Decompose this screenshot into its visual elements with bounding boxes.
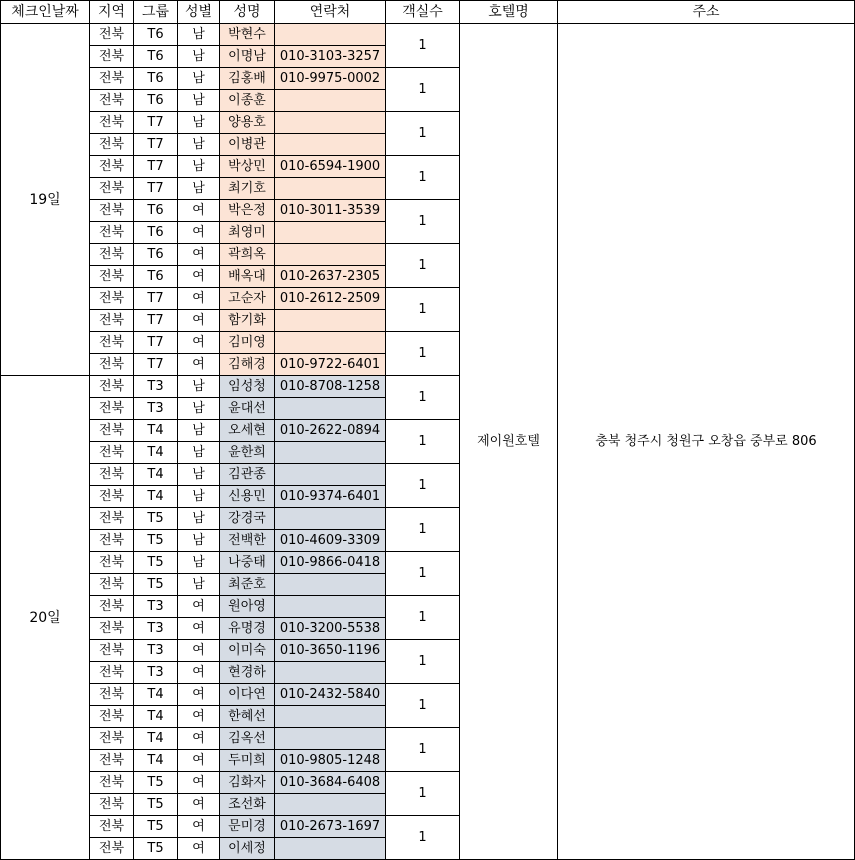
region-cell: 전북 xyxy=(90,112,134,134)
group-cell: T6 xyxy=(134,222,178,244)
region-cell: 전북 xyxy=(90,178,134,200)
group-cell: T4 xyxy=(134,750,178,772)
gender-cell: 여 xyxy=(178,706,220,728)
phone-cell xyxy=(275,838,386,860)
phone-cell xyxy=(275,222,386,244)
header-checkin-date: 체크인날짜 xyxy=(1,1,90,24)
region-cell: 전북 xyxy=(90,46,134,68)
gender-cell: 여 xyxy=(178,310,220,332)
group-cell: T5 xyxy=(134,574,178,596)
phone-cell: 010-6594-1900 xyxy=(275,156,386,178)
room-count-cell: 1 xyxy=(386,112,460,156)
table-row xyxy=(1,24,855,46)
phone-cell xyxy=(275,794,386,816)
gender-cell: 남 xyxy=(178,398,220,420)
header-room-count: 객실수 xyxy=(386,1,460,24)
name-cell: 임성청 xyxy=(220,376,275,398)
region-cell: 전북 xyxy=(90,816,134,838)
name-cell: 박현수 xyxy=(220,24,275,46)
gender-cell: 여 xyxy=(178,288,220,310)
group-cell: T6 xyxy=(134,200,178,222)
name-cell: 전백한 xyxy=(220,530,275,552)
name-cell: 함기화 xyxy=(220,310,275,332)
phone-cell: 010-9374-6401 xyxy=(275,486,386,508)
gender-cell: 남 xyxy=(178,156,220,178)
phone-cell xyxy=(275,178,386,200)
group-cell: T7 xyxy=(134,288,178,310)
phone-cell xyxy=(275,596,386,618)
room-count-cell: 1 xyxy=(386,464,460,508)
group-cell: T5 xyxy=(134,508,178,530)
group-cell: T7 xyxy=(134,134,178,156)
region-cell: 전북 xyxy=(90,750,134,772)
phone-cell: 010-3200-5538 xyxy=(275,618,386,640)
gender-cell: 여 xyxy=(178,354,220,376)
gender-cell: 남 xyxy=(178,68,220,90)
region-cell: 전북 xyxy=(90,442,134,464)
group-cell: T4 xyxy=(134,706,178,728)
gender-cell: 여 xyxy=(178,618,220,640)
gender-cell: 여 xyxy=(178,266,220,288)
region-cell: 전북 xyxy=(90,244,134,266)
name-cell: 김관종 xyxy=(220,464,275,486)
gender-cell: 여 xyxy=(178,794,220,816)
room-count-cell: 1 xyxy=(386,728,460,772)
gender-cell: 여 xyxy=(178,222,220,244)
region-cell: 전북 xyxy=(90,640,134,662)
header-contact: 연락처 xyxy=(275,1,386,24)
group-cell: T6 xyxy=(134,90,178,112)
name-cell: 최기호 xyxy=(220,178,275,200)
name-cell: 두미희 xyxy=(220,750,275,772)
room-count-cell: 1 xyxy=(386,200,460,244)
region-cell: 전북 xyxy=(90,24,134,46)
name-cell: 박상민 xyxy=(220,156,275,178)
group-cell: T7 xyxy=(134,178,178,200)
region-cell: 전북 xyxy=(90,266,134,288)
group-cell: T7 xyxy=(134,112,178,134)
name-cell: 윤대선 xyxy=(220,398,275,420)
group-cell: T7 xyxy=(134,310,178,332)
region-cell: 전북 xyxy=(90,420,134,442)
phone-cell xyxy=(275,728,386,750)
phone-cell xyxy=(275,310,386,332)
name-cell: 강경국 xyxy=(220,508,275,530)
gender-cell: 남 xyxy=(178,574,220,596)
header-gender: 성별 xyxy=(178,1,220,24)
region-cell: 전북 xyxy=(90,68,134,90)
phone-cell xyxy=(275,662,386,684)
group-cell: T7 xyxy=(134,354,178,376)
region-cell: 전북 xyxy=(90,354,134,376)
name-cell: 이종훈 xyxy=(220,90,275,112)
group-cell: T5 xyxy=(134,838,178,860)
region-cell: 전북 xyxy=(90,288,134,310)
phone-cell: 010-4609-3309 xyxy=(275,530,386,552)
phone-cell xyxy=(275,398,386,420)
room-count-cell: 1 xyxy=(386,68,460,112)
room-count-cell: 1 xyxy=(386,156,460,200)
name-cell: 김해경 xyxy=(220,354,275,376)
name-cell: 이다연 xyxy=(220,684,275,706)
phone-cell: 010-3103-3257 xyxy=(275,46,386,68)
header-hotel: 호텔명 xyxy=(460,1,558,24)
name-cell: 이명남 xyxy=(220,46,275,68)
phone-cell xyxy=(275,90,386,112)
gender-cell: 남 xyxy=(178,530,220,552)
checkin-date-cell: 19일 xyxy=(1,24,90,376)
group-cell: T3 xyxy=(134,662,178,684)
region-cell: 전북 xyxy=(90,552,134,574)
group-cell: T4 xyxy=(134,728,178,750)
phone-cell: 010-9805-1248 xyxy=(275,750,386,772)
room-count-cell: 1 xyxy=(386,332,460,376)
region-cell: 전북 xyxy=(90,618,134,640)
gender-cell: 남 xyxy=(178,442,220,464)
name-cell: 곽희옥 xyxy=(220,244,275,266)
gender-cell: 여 xyxy=(178,200,220,222)
name-cell: 원아영 xyxy=(220,596,275,618)
room-count-cell: 1 xyxy=(386,420,460,464)
gender-cell: 여 xyxy=(178,640,220,662)
gender-cell: 남 xyxy=(178,464,220,486)
gender-cell: 남 xyxy=(178,178,220,200)
address-cell: 충북 청주시 청원구 오창읍 중부로 806 xyxy=(558,24,855,860)
phone-cell xyxy=(275,112,386,134)
phone-cell xyxy=(275,442,386,464)
region-cell: 전북 xyxy=(90,530,134,552)
phone-cell: 010-9866-0418 xyxy=(275,552,386,574)
region-cell: 전북 xyxy=(90,772,134,794)
name-cell: 나중태 xyxy=(220,552,275,574)
phone-cell: 010-2637-2305 xyxy=(275,266,386,288)
header-name: 성명 xyxy=(220,1,275,24)
phone-cell: 010-2622-0894 xyxy=(275,420,386,442)
group-cell: T6 xyxy=(134,46,178,68)
region-cell: 전북 xyxy=(90,574,134,596)
gender-cell: 여 xyxy=(178,244,220,266)
room-count-cell: 1 xyxy=(386,596,460,640)
group-cell: T5 xyxy=(134,530,178,552)
group-cell: T7 xyxy=(134,156,178,178)
header-group: 그룹 xyxy=(134,1,178,24)
gender-cell: 여 xyxy=(178,816,220,838)
room-count-cell: 1 xyxy=(386,288,460,332)
group-cell: T5 xyxy=(134,794,178,816)
gender-cell: 여 xyxy=(178,772,220,794)
group-cell: T3 xyxy=(134,376,178,398)
region-cell: 전북 xyxy=(90,376,134,398)
phone-cell xyxy=(275,574,386,596)
phone-cell: 010-2673-1697 xyxy=(275,816,386,838)
room-count-cell: 1 xyxy=(386,684,460,728)
group-cell: T5 xyxy=(134,552,178,574)
phone-cell xyxy=(275,332,386,354)
group-cell: T6 xyxy=(134,24,178,46)
name-cell: 윤한희 xyxy=(220,442,275,464)
name-cell: 김홍배 xyxy=(220,68,275,90)
group-cell: T6 xyxy=(134,244,178,266)
region-cell: 전북 xyxy=(90,222,134,244)
name-cell: 이병관 xyxy=(220,134,275,156)
name-cell: 한혜선 xyxy=(220,706,275,728)
phone-cell: 010-9975-0002 xyxy=(275,68,386,90)
gender-cell: 남 xyxy=(178,552,220,574)
region-cell: 전북 xyxy=(90,662,134,684)
region-cell: 전북 xyxy=(90,706,134,728)
gender-cell: 여 xyxy=(178,750,220,772)
phone-cell xyxy=(275,134,386,156)
group-cell: T5 xyxy=(134,816,178,838)
gender-cell: 남 xyxy=(178,376,220,398)
phone-cell: 010-2612-2509 xyxy=(275,288,386,310)
name-cell: 고순자 xyxy=(220,288,275,310)
header-region: 지역 xyxy=(90,1,134,24)
region-cell: 전북 xyxy=(90,464,134,486)
gender-cell: 남 xyxy=(178,508,220,530)
gender-cell: 여 xyxy=(178,728,220,750)
name-cell: 김미영 xyxy=(220,332,275,354)
name-cell: 유명경 xyxy=(220,618,275,640)
name-cell: 문미경 xyxy=(220,816,275,838)
phone-cell: 010-8708-1258 xyxy=(275,376,386,398)
group-cell: T4 xyxy=(134,486,178,508)
group-cell: T6 xyxy=(134,68,178,90)
region-cell: 전북 xyxy=(90,134,134,156)
phone-cell xyxy=(275,24,386,46)
room-count-cell: 1 xyxy=(386,772,460,816)
name-cell: 이세정 xyxy=(220,838,275,860)
phone-cell: 010-9722-6401 xyxy=(275,354,386,376)
phone-cell xyxy=(275,508,386,530)
region-cell: 전북 xyxy=(90,596,134,618)
gender-cell: 여 xyxy=(178,684,220,706)
gender-cell: 남 xyxy=(178,46,220,68)
gender-cell: 여 xyxy=(178,596,220,618)
phone-cell: 010-3650-1196 xyxy=(275,640,386,662)
region-cell: 전북 xyxy=(90,310,134,332)
group-cell: T3 xyxy=(134,596,178,618)
region-cell: 전북 xyxy=(90,508,134,530)
name-cell: 김화자 xyxy=(220,772,275,794)
phone-cell xyxy=(275,244,386,266)
room-count-cell: 1 xyxy=(386,508,460,552)
header-address: 주소 xyxy=(558,1,855,24)
room-count-cell: 1 xyxy=(386,376,460,420)
region-cell: 전북 xyxy=(90,486,134,508)
group-cell: T3 xyxy=(134,640,178,662)
hotel-name-cell: 제이원호텔 xyxy=(460,24,558,860)
gender-cell: 남 xyxy=(178,24,220,46)
region-cell: 전북 xyxy=(90,684,134,706)
name-cell: 신용민 xyxy=(220,486,275,508)
phone-cell: 010-3011-3539 xyxy=(275,200,386,222)
room-count-cell: 1 xyxy=(386,244,460,288)
room-count-cell: 1 xyxy=(386,24,460,68)
group-cell: T4 xyxy=(134,420,178,442)
phone-cell: 010-3684-6408 xyxy=(275,772,386,794)
region-cell: 전북 xyxy=(90,200,134,222)
name-cell: 조선화 xyxy=(220,794,275,816)
name-cell: 이미숙 xyxy=(220,640,275,662)
phone-cell xyxy=(275,464,386,486)
gender-cell: 여 xyxy=(178,332,220,354)
group-cell: T3 xyxy=(134,618,178,640)
gender-cell: 남 xyxy=(178,90,220,112)
room-count-cell: 1 xyxy=(386,640,460,684)
group-cell: T6 xyxy=(134,266,178,288)
name-cell: 최영미 xyxy=(220,222,275,244)
region-cell: 전북 xyxy=(90,398,134,420)
group-cell: T5 xyxy=(134,772,178,794)
region-cell: 전북 xyxy=(90,332,134,354)
roster-body xyxy=(1,1,855,860)
name-cell: 현경하 xyxy=(220,662,275,684)
gender-cell: 여 xyxy=(178,662,220,684)
group-cell: T4 xyxy=(134,684,178,706)
region-cell: 전북 xyxy=(90,156,134,178)
group-cell: T7 xyxy=(134,332,178,354)
name-cell: 오세현 xyxy=(220,420,275,442)
room-count-cell: 1 xyxy=(386,552,460,596)
gender-cell: 남 xyxy=(178,134,220,156)
phone-cell: 010-2432-5840 xyxy=(275,684,386,706)
checkin-date-cell: 20일 xyxy=(1,376,90,860)
group-cell: T3 xyxy=(134,398,178,420)
region-cell: 전북 xyxy=(90,838,134,860)
gender-cell: 남 xyxy=(178,112,220,134)
header-row xyxy=(1,1,855,24)
room-count-cell: 1 xyxy=(386,816,460,860)
name-cell: 김옥선 xyxy=(220,728,275,750)
phone-cell xyxy=(275,706,386,728)
region-cell: 전북 xyxy=(90,794,134,816)
region-cell: 전북 xyxy=(90,90,134,112)
group-cell: T4 xyxy=(134,464,178,486)
gender-cell: 남 xyxy=(178,486,220,508)
region-cell: 전북 xyxy=(90,728,134,750)
name-cell: 박은정 xyxy=(220,200,275,222)
name-cell: 최준호 xyxy=(220,574,275,596)
gender-cell: 남 xyxy=(178,420,220,442)
name-cell: 배옥대 xyxy=(220,266,275,288)
gender-cell: 여 xyxy=(178,838,220,860)
name-cell: 양용호 xyxy=(220,112,275,134)
group-cell: T4 xyxy=(134,442,178,464)
